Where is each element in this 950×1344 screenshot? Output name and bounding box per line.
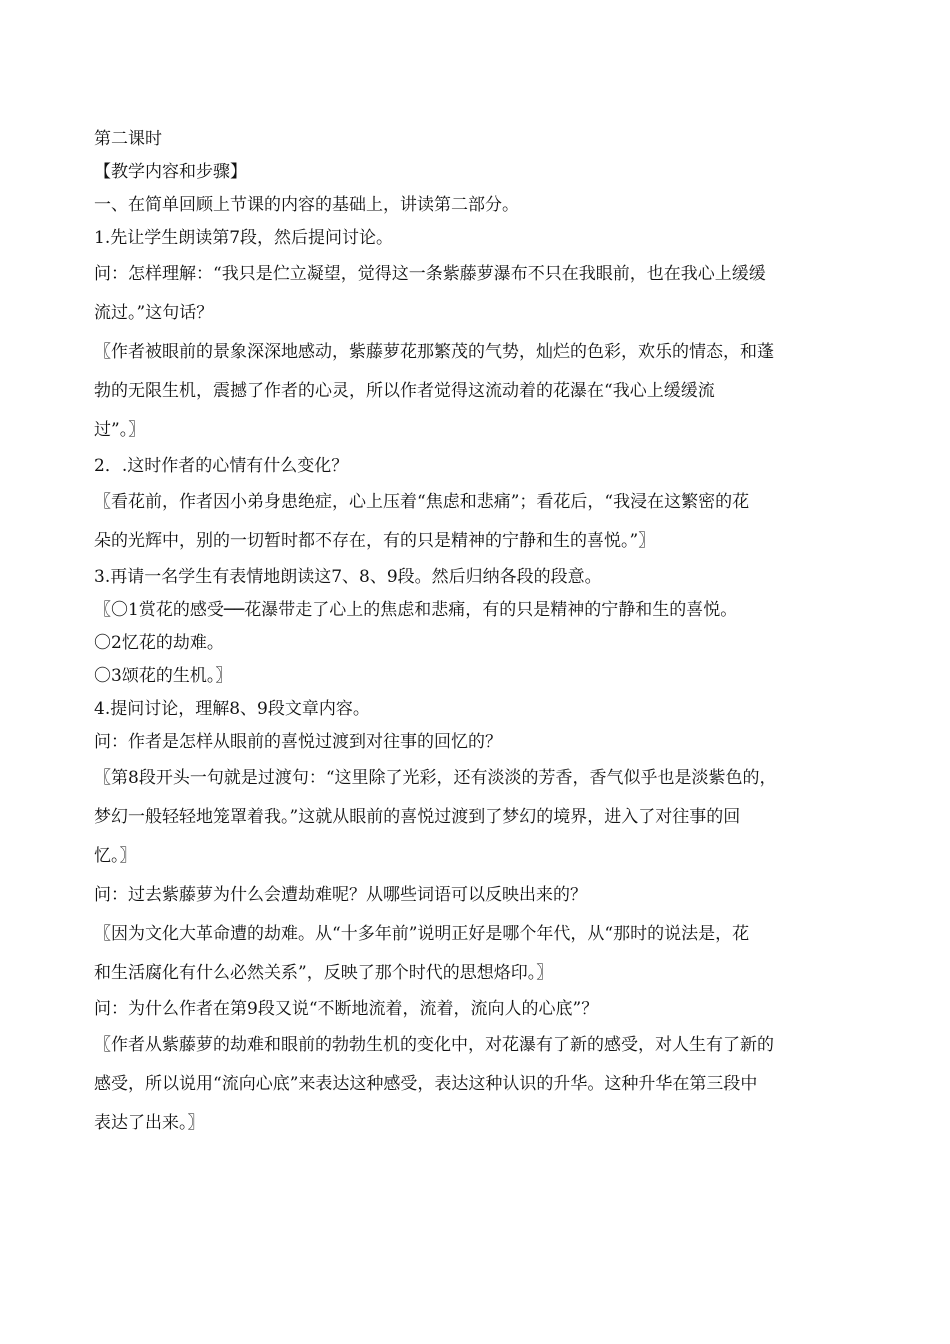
- paragraph-line: 3.再请一名学生有表情地朗读这7、8、9段。然后归纳各段的段意。: [94, 567, 602, 587]
- answer-line: 感受，所以说用“流向心底”来表达这种感受，表达这种认识的升华。这种升华在第三段中: [94, 1074, 758, 1094]
- lesson-title: 第二课时: [94, 129, 162, 149]
- question-line: 问：过去紫藤萝为什么会遭劫难呢？从哪些词语可以反映出来的？: [94, 885, 587, 905]
- question-line: 问：为什么作者在第9段又说“不断地流着，流着，流向人的心底”？: [94, 999, 599, 1019]
- question-line: 问：怎样理解：“我只是伫立凝望，觉得这一条紫藤萝瀑布不只在我眼前，也在我心上缓缓: [94, 264, 766, 284]
- question-line: 流过。”这句话？: [94, 303, 214, 323]
- answer-line: 〖作者被眼前的景象深深地感动，紫藤萝花那繁茂的气势，灿烂的色彩，欢乐的情态，和蓬: [94, 342, 774, 362]
- answer-line: 〖第8段开头一句就是过渡句：“这里除了光彩，还有淡淡的芳香，香气似乎也是淡紫色的，: [94, 768, 777, 788]
- answer-line: 忆。〗: [94, 846, 137, 866]
- question-line: 问：作者是怎样从眼前的喜悦过渡到对往事的回忆的？: [94, 732, 502, 752]
- answer-line: 和生活腐化有什么必然关系”，反映了那个时代的思想烙印。〗: [94, 963, 554, 983]
- paragraph-line: 2．.这时作者的心情有什么变化？: [94, 456, 349, 476]
- answer-line: 〖作者从紫藤萝的劫难和眼前的勃勃生机的变化中，对花瀑有了新的感受，对人生有了新的: [94, 1035, 774, 1055]
- paragraph-line: 1.先让学生朗读第7段，然后提问讨论。: [94, 228, 394, 248]
- answer-line: 过”。〗: [94, 420, 146, 440]
- answer-line: 〖因为文化大革命遭的劫难。从“十多年前”说明正好是哪个年代，从“那时的说法是，花: [94, 924, 750, 944]
- answer-line: 梦幻一般轻轻地笼罩着我。”这就从眼前的喜悦过渡到了梦幻的境界，进入了对往事的回: [94, 807, 741, 827]
- answer-line: 勃的无限生机，震撼了作者的心灵，所以作者觉得这流动着的花瀑在“我心上缓缓流: [94, 381, 715, 401]
- answer-line: 〇2忆花的劫难。: [94, 633, 224, 653]
- answer-line: 〇3颂花的生机。〗: [94, 666, 233, 686]
- document-page: [94, 123, 866, 1143]
- answer-line: 〖〇1赏花的感受──花瀑带走了心上的焦虑和悲痛，有的只是精神的宁静和生的喜悦。: [94, 600, 738, 620]
- answer-line: 〖看花前，作者因小弟身患绝症，心上压着“焦虑和悲痛”；看花后，“我浸在这繁密的花: [94, 492, 750, 512]
- section-heading: 【教学内容和步骤】: [94, 162, 247, 182]
- paragraph-line: 一、在简单回顾上节课的内容的基础上，讲读第二部分。: [94, 195, 519, 215]
- answer-line: 朵的光辉中，别的一切暂时都不存在，有的只是精神的宁静和生的喜悦。”〗: [94, 531, 656, 551]
- answer-line: 表达了出来。〗: [94, 1113, 205, 1133]
- paragraph-line: 4.提问讨论，理解8、9段文章内容。: [94, 699, 370, 719]
